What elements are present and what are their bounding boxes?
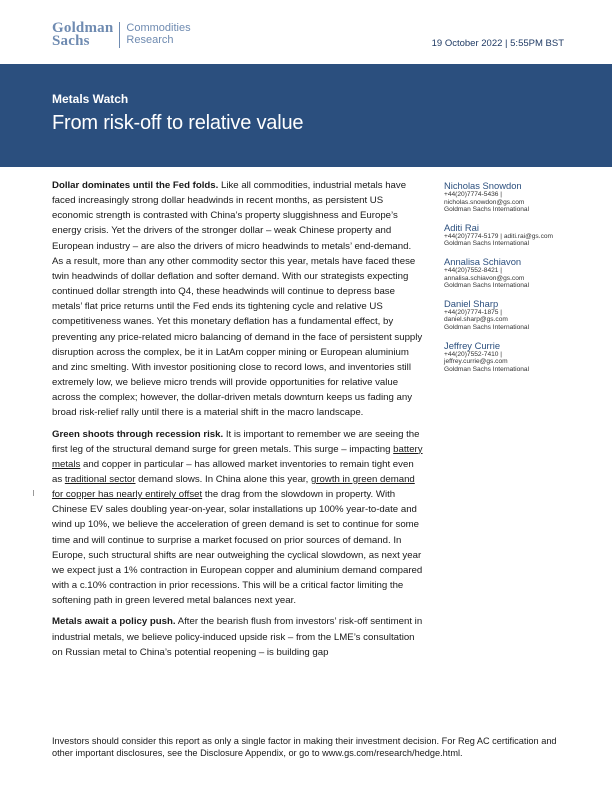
author-block [444,222,574,248]
author-phone: +44(20)7552-8421 | [444,266,502,274]
author-name: Daniel Sharp [444,297,499,309]
author-phone-email[interactable]: +44(20)7774-5179 | aditi.rai@gs.com [444,232,554,240]
author-name: Nicholas Snowdon [444,180,522,191]
author-org: Goldman Sachs International [444,323,530,331]
paragraph-lead: Metals await a policy push. [52,616,176,628]
author-org: Goldman Sachs International [444,240,530,248]
author-email[interactable]: daniel.sharp@gs.com [444,316,508,324]
logo-line-1: Goldman [52,20,114,36]
margin-marker [33,490,34,496]
report-date: 19 October 2022 | 5:55PM BST [431,38,564,49]
division-line-2: Research [126,34,174,46]
author-name: Aditi Rai [444,221,479,233]
author-org: Goldman Sachs International [444,206,530,214]
disclosure-footer: Investors should consider this report as only a single factor in making their investment decision. For Reg AC certification and other important disclosures, see the Disclosure Appendix, or go to www.gs.com/research/hedge.html. [52,736,557,759]
paragraph-text: demand slows. In China alone this year, [135,473,311,485]
paragraph-dollar [52,178,424,421]
author-phone: +44(20)7774-5436 | [444,191,502,198]
paragraph-green-shoots [52,427,424,609]
paragraph-policy-push [52,614,424,659]
author-block [444,180,574,214]
logo-line-2: Sachs [52,33,90,49]
author-email[interactable]: nicholas.snowdon@gs.com [444,198,525,206]
author-name: Annalisa Schiavon [444,255,522,267]
author-name: Jeffrey Currie [444,339,501,351]
author-phone: +44(20)7552-7410 | [444,350,502,358]
division-name [126,22,190,46]
link-battery-metals[interactable]: battery metals [52,443,423,470]
author-org: Goldman Sachs International [444,282,530,290]
author-block [444,256,574,290]
paragraph-text: and copper in particular – has allowed market inventories to remain tight even as [52,458,414,485]
author-block [444,340,574,374]
link-traditional-sector[interactable]: traditional sector [64,473,136,485]
paragraph-lead: Green shoots through recession risk. [52,428,224,440]
report-title: From risk-off to relative value [52,112,304,134]
author-email[interactable]: jeffrey.currie@gs.com [444,358,508,366]
author-block [444,298,574,332]
authors-sidebar [444,180,574,381]
paragraph-text: Like all commodities, industrial metals have faced increasingly strong dollar headwinds in recent months, as persistent US economic strength is contrasted with China’s property sluggishness and Europe’s energy crisis. Yet the drivers of the stronger dollar – weak Chinese property and European industry – are also the drivers of micro headwinds to metals’ end-demand. As a result, more than any other commodity sector this year, metals have faced these twin headwinds of dollar deflation and softer demand. With our strategists expecting continued dollar strength into Q4, these headwinds will continue to depress base metals’ flat price returns until the Fed ends its tightening cycle and relative US competitiveness wanes. Yet this monetary deflation has a fundamental effect, by preventing any price-related micro balancing of demand in the face of persistent supply disruption across the complex, be it in LatAm copper mining or European aluminium and zinc smelting. With investor positioning close to record lows, and inventories still extremely low, we believe micro trends will provide opportunities for relative value across the complex; however, the dollar-driven metals downturn keeps us fading any broad risk-relief rally until there is a material shift in the macro landscape. [52,180,423,419]
paragraph-text: the drag from the slowdown in property. With Chinese EV sales doubling year-on-year, solar installations up 100% year-to-date and wind up 10%, we believe the acceleration of green demand is set to continue for some time and will continue to surprise a market focused on prior sources of demand. In Europe, such structural shifts are near outweighing the cyclical slowdown, as next year we expect just a 1% contraction in European copper and aluminium demand compared with a c.10% contraction in prior recessions. This will be a critical factor limiting the softening path in green levered metal balances next year. [52,489,423,607]
logo-divider [119,22,120,48]
author-email[interactable]: annalisa.schiavon@gs.com [444,274,525,282]
goldman-sachs-logo [52,22,191,48]
paragraph-text: It is important to remember we are seeing the first leg of the structural demand surge for green metals. This surge – impacting [52,428,420,455]
author-org: Goldman Sachs International [444,365,530,373]
paragraph-lead: Dollar dominates until the Fed folds. [52,180,219,191]
division-line-1: Commodities [126,22,191,34]
paragraph-text: After the bearish flush from investors’ risk-off sentiment in industrial metals, we believe policy-induced upside risk – from the LME’s consultation on Russian metal to China’s potential reopening – is building gap [52,616,423,658]
author-phone: +44(20)7774-1875 | [444,308,502,316]
logo-wordmark [52,22,113,48]
series-name: Metals Watch [52,92,129,106]
title-banner [0,64,612,167]
link-green-demand-copper[interactable]: growth in green demand for copper has nearly entirely offset [52,473,415,501]
main-body [52,178,424,666]
